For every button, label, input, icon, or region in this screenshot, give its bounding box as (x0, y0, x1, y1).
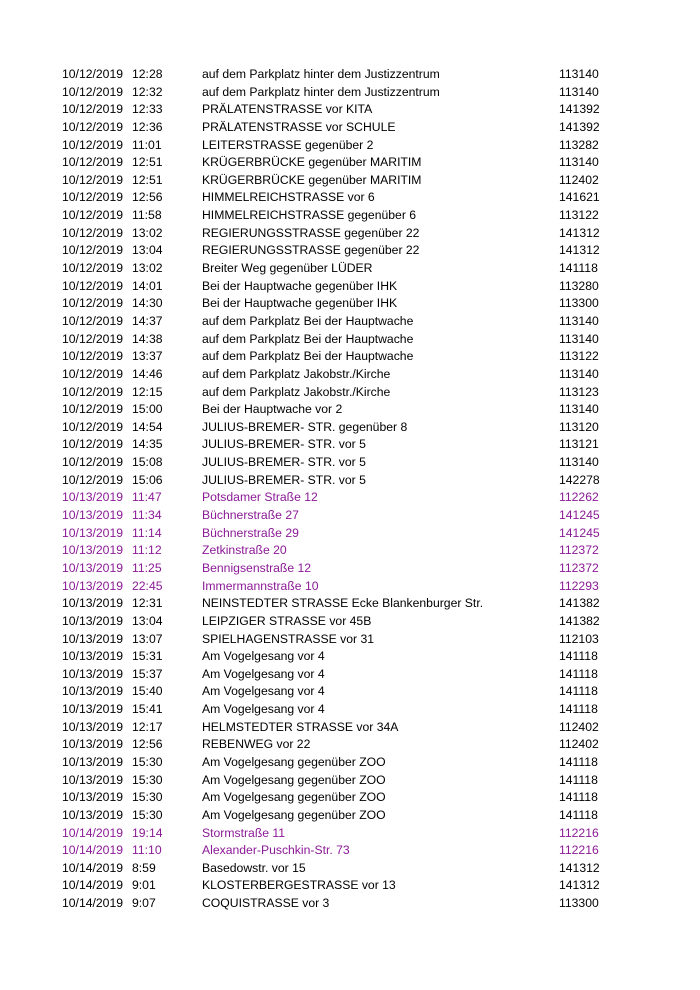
table-row (60, 225, 640, 243)
table-row (60, 101, 640, 119)
time-cell: 14:37 (132, 313, 163, 328)
location-cell: Bennigsenstraße 12 (202, 560, 312, 575)
date-cell: 10/13/2019 (62, 649, 123, 664)
table-row (60, 119, 640, 137)
table-row (60, 454, 640, 472)
date-cell: 10/12/2019 (62, 155, 123, 170)
time-cell: 11:10 (132, 843, 162, 858)
time-cell: 13:07 (132, 631, 163, 646)
time-cell: 12:56 (132, 190, 163, 205)
code-cell: 141118 (559, 261, 598, 276)
date-cell: 10/12/2019 (62, 366, 123, 381)
code-cell: 141392 (559, 102, 600, 117)
time-cell: 22:45 (132, 578, 163, 593)
date-cell: 10/13/2019 (62, 613, 123, 628)
time-cell: 11:47 (132, 490, 162, 505)
location-cell: NEINSTEDTER STRASSE Ecke Blankenburger Str. (202, 596, 484, 611)
location-cell: Basedowstr. vor 15 (202, 860, 306, 875)
time-cell: 13:02 (132, 225, 163, 240)
table-row (60, 331, 640, 349)
time-cell: 12:56 (132, 737, 163, 752)
time-cell: 11:58 (132, 208, 162, 223)
table-row (60, 472, 640, 490)
time-cell: 12:31 (132, 596, 163, 611)
table-row (60, 242, 640, 260)
location-cell: Zetkinstraße 20 (202, 543, 287, 558)
location-cell: REBENWEG vor 22 (202, 737, 311, 752)
date-cell: 10/13/2019 (62, 508, 123, 523)
time-cell: 13:37 (132, 349, 163, 364)
code-cell: 141382 (559, 596, 600, 611)
location-cell: JULIUS-BREMER- STR. vor 5 (202, 437, 366, 452)
table-row (60, 189, 640, 207)
time-cell: 12:32 (132, 84, 163, 99)
table-row (60, 560, 640, 578)
code-cell: 113280 (559, 278, 599, 293)
code-cell: 112402 (559, 172, 599, 187)
location-cell: COQUISTRASSE vor 3 (202, 896, 330, 911)
code-cell: 112402 (559, 719, 599, 734)
table-row (60, 436, 640, 454)
table-row (60, 578, 640, 596)
table-row (60, 542, 640, 560)
location-cell: auf dem Parkplatz Jakobstr./Kirche (202, 366, 391, 381)
date-cell: 10/13/2019 (62, 560, 123, 575)
table-row (60, 278, 640, 296)
date-cell: 10/12/2019 (62, 119, 123, 134)
date-cell: 10/14/2019 (62, 843, 123, 858)
location-cell: KRÜGERBRÜCKE gegenüber MARITIM (202, 172, 422, 187)
date-cell: 10/12/2019 (62, 278, 123, 293)
table-row (60, 807, 640, 825)
date-cell: 10/12/2019 (62, 419, 123, 434)
location-cell: Potsdamer Straße 12 (202, 490, 318, 505)
code-cell: 141312 (559, 860, 600, 875)
code-cell: 141312 (559, 243, 600, 258)
location-cell: Immermannstraße 10 (202, 578, 319, 593)
location-cell: LEITERSTRASSE gegenüber 2 (202, 137, 374, 152)
time-cell: 12:28 (132, 67, 163, 81)
code-cell: 112216 (559, 825, 599, 840)
date-cell: 10/13/2019 (62, 543, 123, 558)
location-cell: Am Vogelgesang vor 4 (202, 649, 325, 664)
code-cell: 113300 (559, 896, 599, 911)
table-row (60, 842, 640, 860)
location-cell: KLOSTERBERGESTRASSE vor 13 (202, 878, 396, 893)
date-cell: 10/13/2019 (62, 578, 123, 593)
table-row (60, 313, 640, 331)
location-cell: Büchnerstraße 29 (202, 525, 299, 540)
time-cell: 14:01 (132, 278, 163, 293)
location-cell: auf dem Parkplatz hinter dem Justizzentrum (202, 67, 440, 81)
table-row (60, 631, 640, 649)
location-cell: JULIUS-BREMER- STR. vor 5 (202, 472, 366, 487)
table-row (60, 401, 640, 419)
time-cell: 11:12 (132, 543, 162, 558)
time-cell: 19:14 (132, 825, 163, 840)
code-cell: 113122 (559, 208, 599, 223)
time-cell: 14:35 (132, 437, 163, 452)
table-row (60, 348, 640, 366)
table-row (60, 595, 640, 613)
location-cell: auf dem Parkplatz Bei der Hauptwache (202, 313, 414, 328)
code-cell: 141118 (559, 754, 598, 769)
time-cell: 15:30 (132, 790, 163, 805)
code-cell: 112372 (559, 560, 599, 575)
code-cell: 113121 (559, 437, 599, 452)
time-cell: 15:40 (132, 684, 163, 699)
code-cell: 112216 (559, 843, 599, 858)
time-cell: 8:59 (132, 860, 156, 875)
date-cell: 10/13/2019 (62, 737, 123, 752)
code-cell: 141118 (559, 807, 598, 822)
location-cell: Breiter Weg gegenüber LÜDER (202, 261, 373, 276)
date-cell: 10/12/2019 (62, 190, 123, 205)
code-cell: 141245 (559, 508, 600, 523)
date-cell: 10/12/2019 (62, 402, 123, 417)
table-row (60, 84, 640, 102)
date-cell: 10/13/2019 (62, 719, 123, 734)
date-cell: 10/13/2019 (62, 596, 123, 611)
time-cell: 15:00 (132, 402, 163, 417)
location-cell: auf dem Parkplatz Bei der Hauptwache (202, 349, 414, 364)
date-cell: 10/12/2019 (62, 472, 123, 487)
location-cell: Am Vogelgesang gegenüber ZOO (202, 754, 386, 769)
time-cell: 11:34 (132, 508, 162, 523)
table-row (60, 683, 640, 701)
location-cell: Am Vogelgesang gegenüber ZOO (202, 772, 386, 787)
location-cell: Bei der Hauptwache gegenüber IHK (202, 296, 398, 311)
date-cell: 10/12/2019 (62, 137, 123, 152)
time-cell: 9:01 (132, 878, 156, 893)
location-cell: HELMSTEDTER STRASSE vor 34A (202, 719, 399, 734)
code-cell: 141118 (559, 684, 598, 699)
location-cell: Am Vogelgesang vor 4 (202, 666, 325, 681)
date-cell: 10/13/2019 (62, 684, 123, 699)
code-cell: 142278 (559, 472, 600, 487)
location-cell: REGIERUNGSSTRASSE gegenüber 22 (202, 225, 420, 240)
time-cell: 15:30 (132, 772, 163, 787)
date-cell: 10/14/2019 (62, 860, 123, 875)
location-cell: auf dem Parkplatz Bei der Hauptwache (202, 331, 414, 346)
location-cell: LEIPZIGER STRASSE vor 45B (202, 613, 372, 628)
table-row (60, 860, 640, 878)
location-cell: Am Vogelgesang gegenüber ZOO (202, 807, 386, 822)
time-cell: 15:30 (132, 807, 163, 822)
table-row (60, 419, 640, 437)
code-cell: 113140 (559, 313, 599, 328)
time-cell: 14:46 (132, 366, 163, 381)
time-cell: 14:38 (132, 331, 163, 346)
code-cell: 113140 (559, 84, 599, 99)
location-cell: Am Vogelgesang vor 4 (202, 684, 325, 699)
date-cell: 10/12/2019 (62, 172, 123, 187)
table-row (60, 207, 640, 225)
time-cell: 15:30 (132, 754, 163, 769)
location-cell: PRÄLATENSTRASSE vor SCHULE (202, 119, 396, 134)
time-cell: 12:15 (132, 384, 163, 399)
location-cell: HIMMELREICHSTRASSE vor 6 (202, 190, 375, 205)
code-cell: 113282 (559, 137, 599, 152)
date-cell: 10/12/2019 (62, 455, 123, 470)
date-cell: 10/12/2019 (62, 243, 123, 258)
table-row (60, 701, 640, 719)
records-table (60, 66, 640, 913)
location-cell: KRÜGERBRÜCKE gegenüber MARITIM (202, 155, 422, 170)
code-cell: 141118 (559, 702, 598, 717)
location-cell: Bei der Hauptwache vor 2 (202, 402, 343, 417)
date-cell: 10/12/2019 (62, 84, 123, 99)
time-cell: 11:01 (132, 137, 162, 152)
code-cell: 113140 (559, 366, 599, 381)
date-cell: 10/12/2019 (62, 225, 123, 240)
location-cell: auf dem Parkplatz Jakobstr./Kirche (202, 384, 391, 399)
table-row (60, 736, 640, 754)
code-cell: 141312 (559, 225, 600, 240)
code-cell: 113140 (559, 67, 599, 81)
code-cell: 113120 (559, 419, 599, 434)
date-cell: 10/13/2019 (62, 754, 123, 769)
table-row (60, 895, 640, 913)
time-cell: 15:08 (132, 455, 163, 470)
date-cell: 10/13/2019 (62, 807, 123, 822)
date-cell: 10/13/2019 (62, 490, 123, 505)
table-row (60, 384, 640, 402)
location-cell: Am Vogelgesang vor 4 (202, 702, 325, 717)
location-cell: auf dem Parkplatz hinter dem Justizzentrum (202, 84, 440, 99)
location-cell: Büchnerstraße 27 (202, 508, 299, 523)
table-row (60, 154, 640, 172)
location-cell: SPIELHAGENSTRASSE vor 31 (202, 631, 375, 646)
date-cell: 10/13/2019 (62, 525, 123, 540)
code-cell: 141118 (559, 649, 598, 664)
location-cell: Am Vogelgesang gegenüber ZOO (202, 790, 386, 805)
location-cell: Alexander-Puschkin-Str. 73 (202, 843, 350, 858)
date-cell: 10/12/2019 (62, 102, 123, 117)
code-cell: 141118 (559, 790, 598, 805)
date-cell: 10/13/2019 (62, 772, 123, 787)
time-cell: 11:14 (132, 525, 162, 540)
code-cell: 141392 (559, 119, 600, 134)
table-row (60, 489, 640, 507)
date-cell: 10/12/2019 (62, 296, 123, 311)
table-row (60, 825, 640, 843)
code-cell: 141382 (559, 613, 600, 628)
table-row (60, 789, 640, 807)
date-cell: 10/12/2019 (62, 67, 123, 81)
time-cell: 13:04 (132, 243, 163, 258)
time-cell: 12:51 (132, 172, 163, 187)
time-cell: 12:51 (132, 155, 163, 170)
date-cell: 10/12/2019 (62, 261, 123, 276)
code-cell: 112372 (559, 543, 599, 558)
location-cell: PRÄLATENSTRASSE vor KITA (202, 102, 373, 117)
time-cell: 12:17 (132, 719, 163, 734)
code-cell: 113140 (559, 402, 599, 417)
table-row (60, 754, 640, 772)
date-cell: 10/12/2019 (62, 331, 123, 346)
time-cell: 12:33 (132, 102, 163, 117)
date-cell: 10/14/2019 (62, 896, 123, 911)
code-cell: 113123 (559, 384, 599, 399)
date-cell: 10/12/2019 (62, 208, 123, 223)
code-cell: 112262 (559, 490, 599, 505)
date-cell: 10/12/2019 (62, 313, 123, 328)
code-cell: 141312 (559, 878, 600, 893)
time-cell: 12:36 (132, 119, 163, 134)
date-cell: 10/13/2019 (62, 790, 123, 805)
table-row (60, 66, 640, 84)
table-row (60, 648, 640, 666)
table-row (60, 719, 640, 737)
location-cell: Bei der Hauptwache gegenüber IHK (202, 278, 398, 293)
date-cell: 10/14/2019 (62, 878, 123, 893)
code-cell: 141118 (559, 772, 598, 787)
table-row (60, 366, 640, 384)
table-row (60, 877, 640, 895)
time-cell: 11:25 (132, 560, 162, 575)
location-cell: HIMMELREICHSTRASSE gegenüber 6 (202, 208, 417, 223)
time-cell: 15:31 (132, 649, 163, 664)
location-cell: REGIERUNGSSTRASSE gegenüber 22 (202, 243, 420, 258)
table-row (60, 525, 640, 543)
table-row (60, 772, 640, 790)
time-cell: 14:54 (132, 419, 163, 434)
date-cell: 10/12/2019 (62, 437, 123, 452)
time-cell: 13:04 (132, 613, 163, 628)
location-cell: JULIUS-BREMER- STR. gegenüber 8 (202, 419, 408, 434)
code-cell: 113140 (559, 155, 599, 170)
table-row (60, 260, 640, 278)
table-row (60, 613, 640, 631)
time-cell: 15:06 (132, 472, 163, 487)
time-cell: 15:37 (132, 666, 163, 681)
location-cell: JULIUS-BREMER- STR. vor 5 (202, 455, 366, 470)
time-cell: 13:02 (132, 261, 163, 276)
code-cell: 141245 (559, 525, 600, 540)
time-cell: 14:30 (132, 296, 163, 311)
date-cell: 10/12/2019 (62, 384, 123, 399)
code-cell: 113300 (559, 296, 599, 311)
time-cell: 15:41 (132, 702, 163, 717)
location-cell: Stormstraße 11 (202, 825, 286, 840)
table-row (60, 507, 640, 525)
table-row (60, 666, 640, 684)
code-cell: 113140 (559, 331, 599, 346)
code-cell: 113140 (559, 455, 599, 470)
time-cell: 9:07 (132, 896, 156, 911)
code-cell: 141621 (559, 190, 600, 205)
code-cell: 112293 (559, 578, 599, 593)
code-cell: 112402 (559, 737, 599, 752)
date-cell: 10/14/2019 (62, 825, 123, 840)
table-row (60, 295, 640, 313)
date-cell: 10/13/2019 (62, 666, 123, 681)
code-cell: 113122 (559, 349, 599, 364)
code-cell: 112103 (559, 631, 599, 646)
code-cell: 141118 (559, 666, 598, 681)
date-cell: 10/12/2019 (62, 349, 123, 364)
date-cell: 10/13/2019 (62, 702, 123, 717)
table-row (60, 172, 640, 190)
table-row (60, 137, 640, 155)
date-cell: 10/13/2019 (62, 631, 123, 646)
